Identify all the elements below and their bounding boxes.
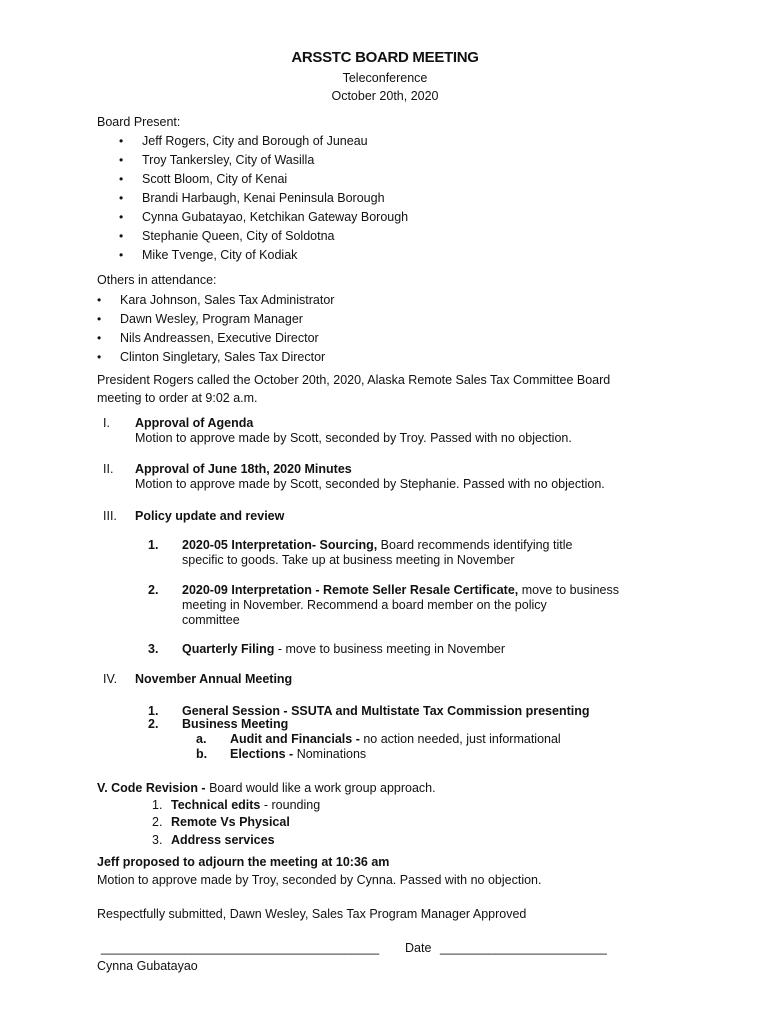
item-numeral: IV. — [103, 672, 118, 686]
sub-number: 2. — [148, 717, 159, 731]
date-line: ________________________ — [440, 941, 607, 955]
sub-item-bold: Address services — [171, 833, 275, 847]
sub-item-rest: - move to business meeting in November — [274, 642, 506, 656]
sub-item-line — [182, 642, 505, 656]
meeting-date: October 20th, 2020 — [331, 89, 439, 103]
board-member: • Stephanie Queen, City of Soldotna — [142, 229, 335, 243]
sub-item-line — [230, 747, 366, 761]
document-title: ARSSTC BOARD MEETING — [291, 49, 479, 66]
item-heading: Approval of Agenda — [135, 416, 254, 430]
signature-line: ________________________________________ — [101, 941, 380, 955]
item-text: Motion to approve made by Scott, seconded by Stephanie. Passed with no objection. — [135, 477, 605, 491]
sub-number: 2. — [152, 815, 163, 829]
sub-item-rest: Nominations — [293, 747, 367, 761]
item-heading: November Annual Meeting — [135, 672, 293, 686]
signer-name: Cynna Gubatayao — [97, 959, 198, 973]
sub-item-line: committee — [182, 613, 240, 627]
sub-item-line — [230, 732, 561, 746]
adjourn-text: Motion to approve made by Troy, seconded by Cynna. Passed with no objection. — [97, 873, 542, 887]
adjourn-heading: Jeff proposed to adjourn the meeting at 10:36 am — [97, 855, 390, 869]
attendee: • Dawn Wesley, Program Manager — [120, 312, 303, 326]
sub-item-bold: Quarterly Filing — [182, 642, 275, 656]
item-text: Motion to approve made by Scott, seconded by Troy. Passed with no objection. — [135, 431, 572, 445]
board-present-label: Board Present: — [97, 115, 181, 129]
sub-item-rest: - rounding — [260, 798, 321, 812]
date-label: Date — [405, 941, 432, 955]
sub-item-line: specific to goods. Take up at business meeting in November — [182, 553, 515, 567]
sub-item-rest: Board recommends identifying title — [377, 538, 573, 552]
item-numeral: II. — [103, 462, 114, 476]
item-numeral: III. — [103, 509, 117, 523]
sub-item-bold: Technical edits — [171, 798, 261, 812]
sub-item-rest: no action needed, just informational — [359, 732, 561, 746]
sub-item-bold: Audit and Financials - — [230, 732, 360, 746]
sub-item-line — [171, 798, 320, 812]
board-member: • Troy Tankersley, City of Wasilla — [142, 153, 314, 167]
sub-item-line — [182, 538, 572, 552]
sub-letter: a. — [196, 732, 207, 746]
attendee: • Kara Johnson, Sales Tax Administrator — [120, 293, 334, 307]
call-to-order-line: President Rogers called the October 20th, 2020, Alaska Remote Sales Tax Committee Board — [97, 373, 611, 387]
code-revision-line — [97, 781, 436, 795]
board-member: • Jeff Rogers, City and Borough of Juneau — [142, 134, 368, 148]
board-member: • Mike Tvenge, City of Kodiak — [142, 248, 297, 262]
sub-item-bold: Remote Vs Physical — [171, 815, 290, 829]
document-subtitle: Teleconference — [342, 71, 428, 85]
board-member: • Scott Bloom, City of Kenai — [142, 172, 287, 186]
others-label: Others in attendance: — [97, 273, 217, 287]
sub-number: 3. — [148, 642, 159, 656]
sub-item-bold: 2020-05 Interpretation- Sourcing, — [182, 538, 378, 552]
item-heading: Policy update and review — [135, 509, 285, 523]
code-revision-rest: Board would like a work group approach. — [205, 781, 436, 795]
board-member: • Cynna Gubatayao, Ketchikan Gateway Borough — [142, 210, 408, 224]
sub-item-line: Business Meeting — [182, 717, 289, 731]
sub-number: 1. — [148, 704, 159, 718]
board-member: • Brandi Harbaugh, Kenai Peninsula Borough — [142, 191, 385, 205]
sub-item-line: General Session - SSUTA and Multistate Tax Commission presenting — [182, 704, 590, 718]
sub-item-bold: Elections - — [230, 747, 294, 761]
attendee: • Nils Andreassen, Executive Director — [120, 331, 319, 345]
attendee: • Clinton Singletary, Sales Tax Director — [120, 350, 325, 364]
item-heading: Approval of June 18th, 2020 Minutes — [135, 462, 352, 476]
sub-item-bold: 2020-09 Interpretation - Remote Seller Resale Certificate, — [182, 583, 519, 597]
sub-number: 1. — [148, 538, 159, 552]
code-revision-heading: V. Code Revision - — [97, 781, 206, 795]
sub-number: 2. — [148, 583, 159, 597]
sub-letter: b. — [196, 747, 208, 761]
sub-number: 3. — [152, 833, 163, 847]
sub-item-rest: move to business — [518, 583, 619, 597]
call-to-order-line: meeting to order at 9:02 a.m. — [97, 391, 258, 405]
item-numeral: I. — [103, 416, 110, 430]
submitted-by: Respectfully submitted, Dawn Wesley, Sales Tax Program Manager Approved — [97, 907, 527, 921]
sub-item-line: meeting in November. Recommend a board member on the policy — [182, 598, 547, 612]
sub-item-line — [182, 583, 619, 597]
sub-number: 1. — [152, 798, 163, 812]
